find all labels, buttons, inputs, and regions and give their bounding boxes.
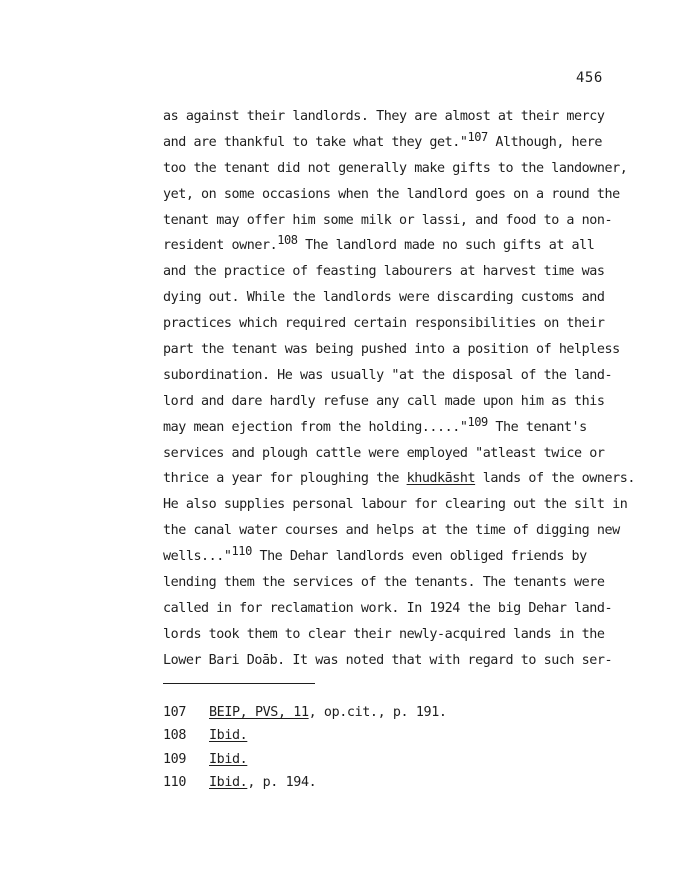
text-line (163, 441, 683, 467)
footnote-item (163, 701, 447, 724)
line-text: too the tenant did not generally make gifts to the landowner, (163, 160, 628, 176)
line-text: services and plough cattle were employed "atleast twice or (163, 445, 605, 461)
text-line (163, 208, 683, 234)
line-text: Lower Bari Doāb. It was noted that with regard to such ser- (163, 652, 613, 668)
footnote-marker: 108 (277, 233, 298, 248)
text-line (163, 570, 683, 596)
text-line (163, 363, 683, 389)
text-line (163, 596, 683, 622)
text-line (163, 415, 683, 441)
line-text: the canal water courses and helps at the time of digging new (163, 523, 620, 539)
footnote-source: BEIP, PVS, 11 (209, 705, 309, 720)
page-number: 456 (576, 70, 603, 86)
text-line (163, 518, 683, 544)
footnote-marker: 109 (467, 414, 488, 429)
text-line (163, 466, 683, 492)
footnote-source: Ibid. (209, 774, 248, 790)
footnote-source: Ibid. (209, 751, 248, 767)
footnote-number: 110 (163, 774, 186, 790)
line-text: subordination. He was usually "at the disposal of the land- (163, 367, 613, 383)
footnote-marker: 107 (467, 129, 488, 144)
footnote-item (163, 771, 447, 794)
line-text: Although, here (487, 134, 602, 150)
line-text: lords took them to clear their newly-acquired lands in the (163, 626, 605, 642)
text-line (163, 337, 683, 363)
text-line (163, 389, 683, 415)
line-text: as against their landlords. They are almost at their mercy (163, 109, 605, 124)
line-text: He also supplies personal labour for clearing out the silt in (163, 497, 628, 513)
footnote-number: 108 (163, 728, 186, 744)
line-text: dying out. While the landlords were discarding customs and (163, 290, 605, 306)
footnote-divider (163, 683, 315, 684)
underlined-term: khudkāsht (406, 471, 476, 487)
line-text: resident owner. (163, 238, 278, 254)
text-line (163, 285, 683, 311)
text-line (163, 544, 683, 570)
line-text: and are thankful to take what they get." (163, 134, 468, 150)
line-text: lord and dare hardly refuse any call made upon him as this (163, 393, 605, 409)
footnote-source: Ibid. (209, 728, 248, 744)
footnote-item (163, 748, 447, 771)
text-line (163, 233, 683, 259)
footnote-marker: 110 (231, 544, 252, 559)
line-text: thrice a year for ploughing the (163, 471, 407, 487)
line-text: tenant may offer him some milk or lassi, and food to a non- (163, 212, 613, 228)
line-text: and the practice of feasting labourers at harvest time was (163, 264, 605, 280)
line-text: may mean ejection from the holding....." (163, 419, 468, 435)
footnote-item (163, 724, 447, 747)
line-text: The tenant's (487, 419, 587, 435)
footnote-detail: , op.cit., p. 191. (308, 705, 447, 720)
text-line (163, 259, 683, 285)
footnote-number: 109 (163, 751, 186, 767)
text-line (163, 156, 683, 182)
line-text: wells..." (163, 549, 232, 565)
line-text: lending them the services of the tenants. The tenants were (163, 575, 605, 591)
text-line (163, 182, 683, 208)
text-line (163, 311, 683, 337)
footnote-number: 107 (163, 705, 186, 720)
line-text: lands of the owners. (475, 471, 635, 487)
footnotes (163, 701, 447, 794)
footnote-detail: , p. 194. (247, 774, 317, 790)
line-text: yet, on some occasions when the landlord goes on a round the (163, 186, 620, 202)
body-text (163, 104, 683, 674)
text-line (163, 622, 683, 648)
line-text: called in for reclamation work. In 1924 the big Dehar land- (163, 600, 613, 616)
text-line (163, 492, 683, 518)
line-text: practices which required certain responsibilities on their (163, 316, 605, 332)
line-text: The Dehar landlords even obliged friends by (251, 549, 587, 565)
line-text: The landlord made no such gifts at all (297, 238, 595, 254)
line-text: part the tenant was being pushed into a position of helpless (163, 342, 620, 358)
text-line (163, 648, 683, 674)
text-line (163, 104, 683, 130)
text-line (163, 130, 683, 156)
